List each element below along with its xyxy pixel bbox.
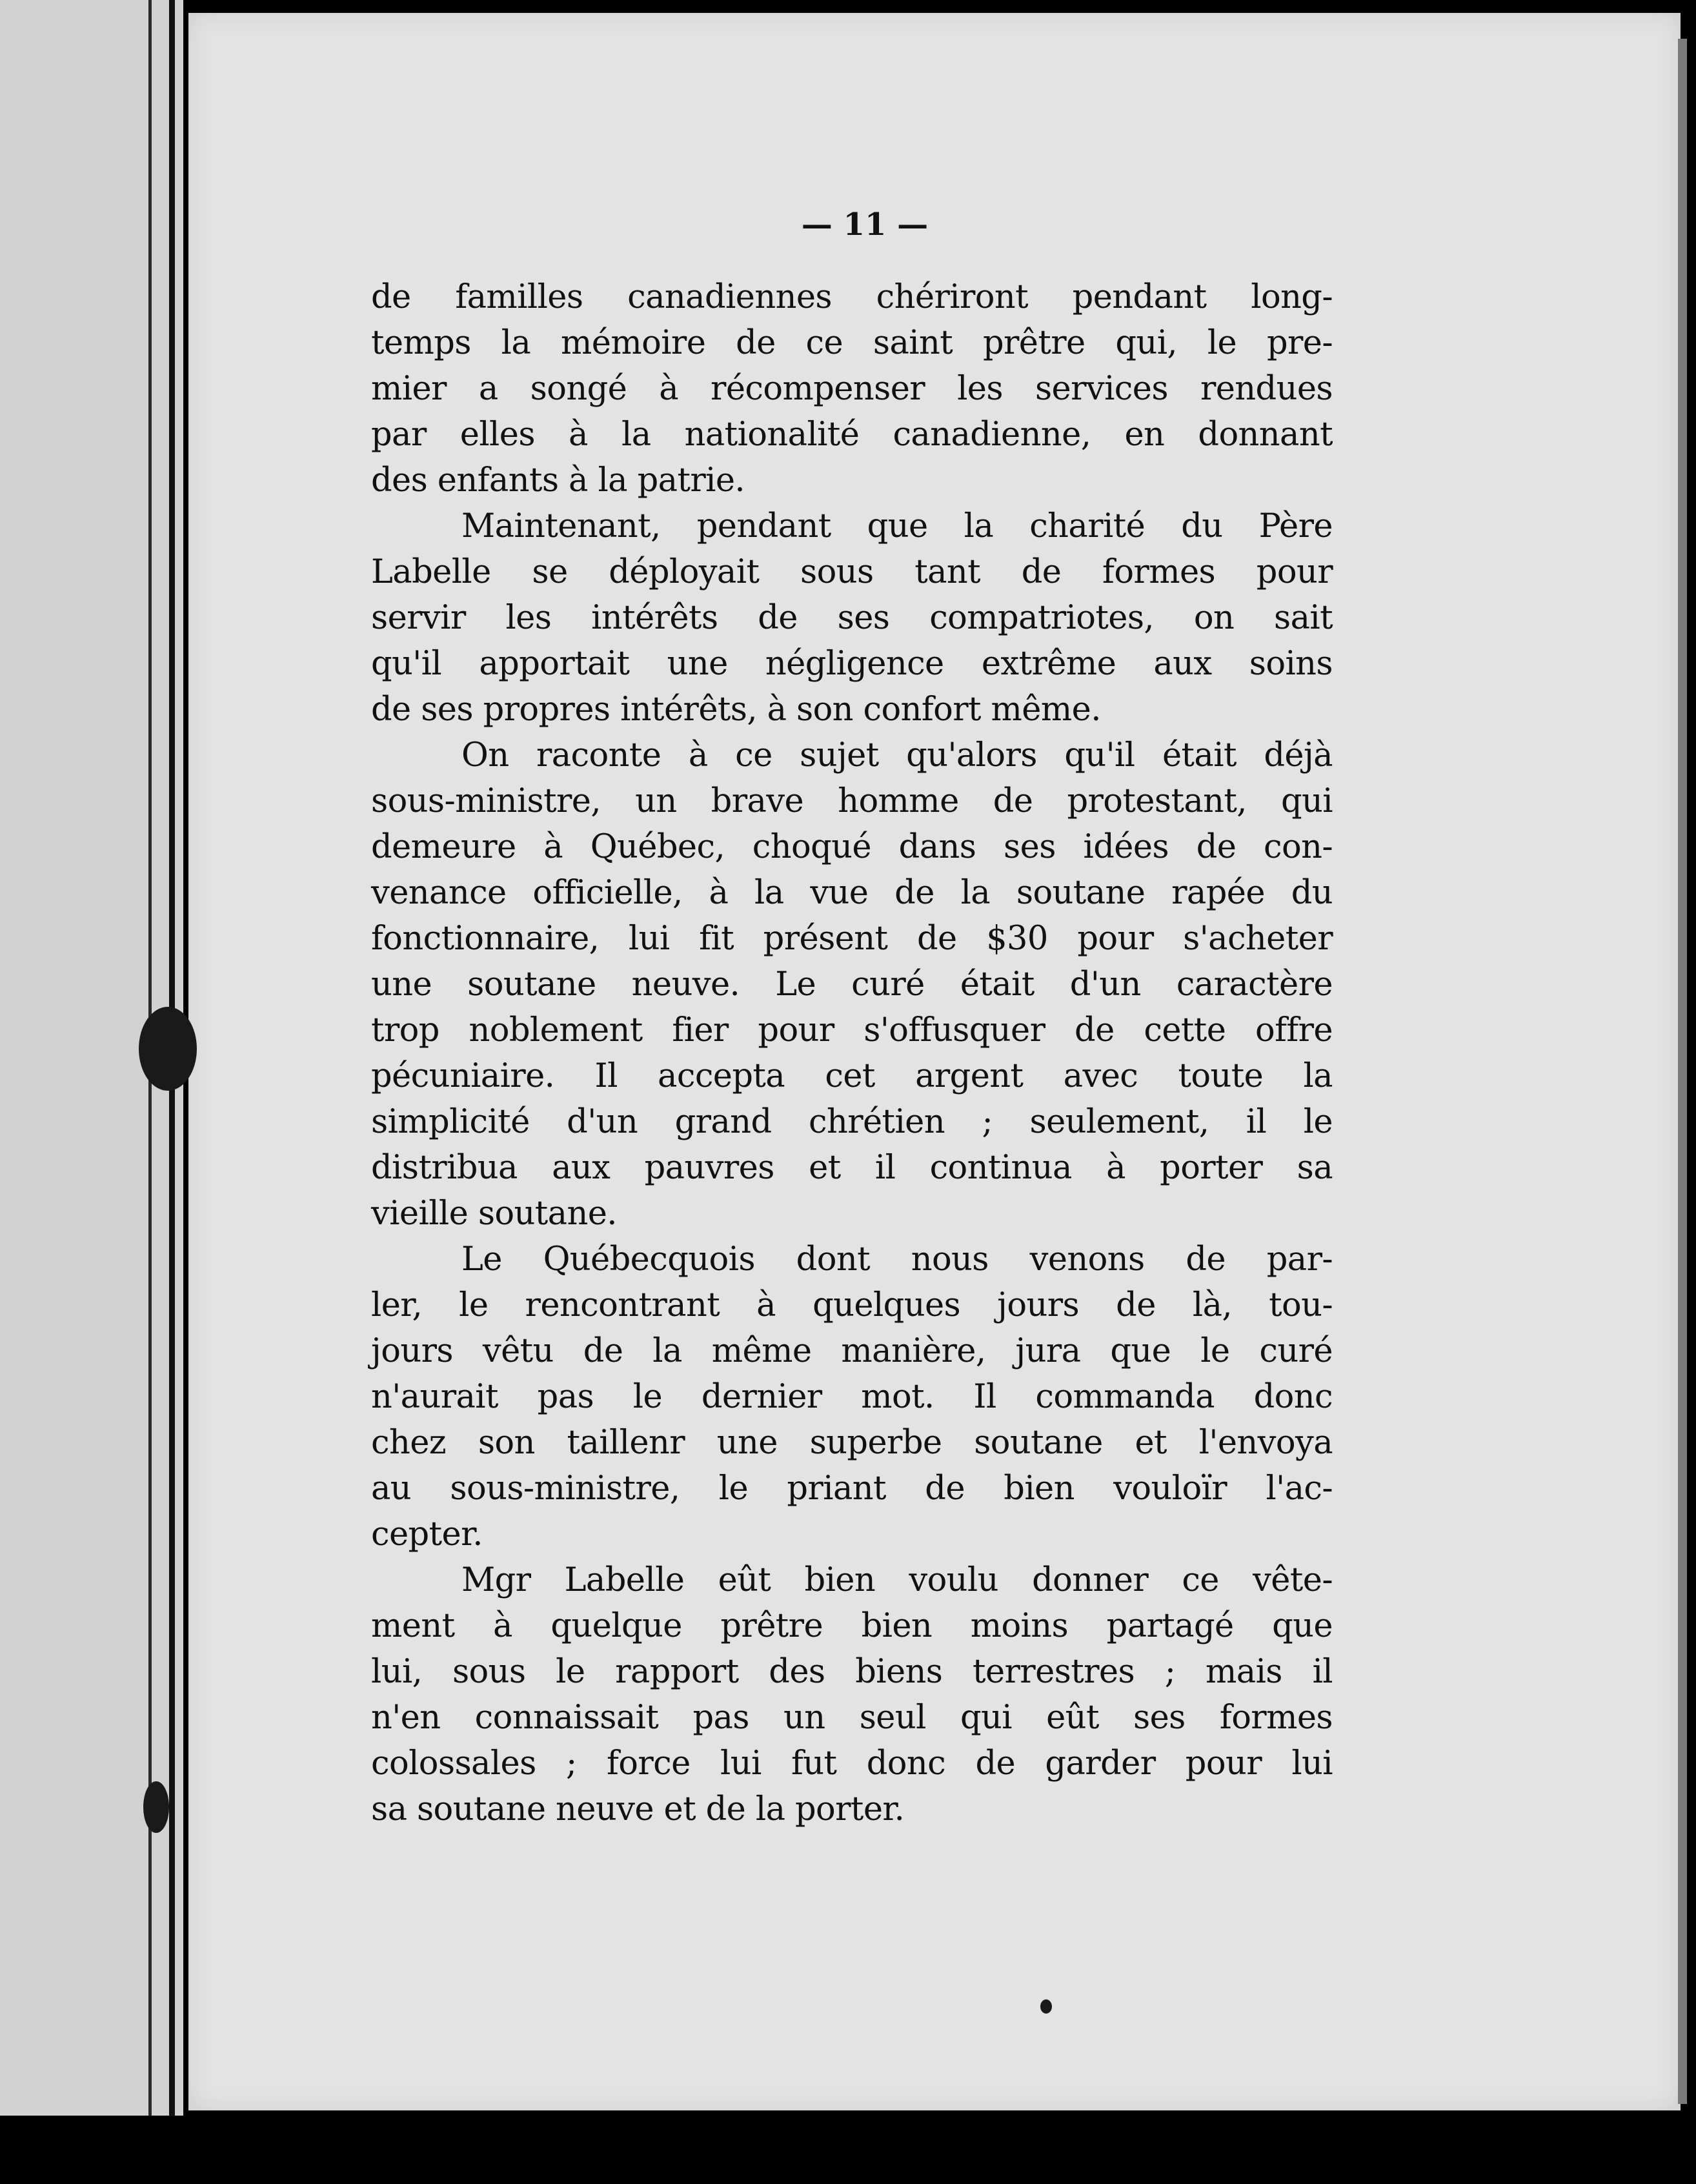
text-line: servir les intérêts de ses compatriotes, on sait: [371, 599, 1333, 637]
text-line: trop noblement fier pour s'offusquer de cette offre: [371, 1011, 1333, 1049]
text-line: simplicité d'un grand chrétien ; seulement, il le: [371, 1103, 1333, 1141]
text-line: Le Québecquois dont nous venons de par-: [461, 1240, 1333, 1279]
binding-line: [169, 0, 175, 2184]
scan-border: [0, 2116, 1696, 2184]
text-line: une soutane neuve. Le curé était d'un caractère: [371, 966, 1333, 1004]
binding-stain: [143, 1781, 169, 1833]
text-line: ment à quelque prêtre bien moins partagé que: [371, 1607, 1333, 1645]
text-line: demeure à Québec, choqué dans ses idées de con-: [371, 828, 1333, 866]
text-line: venance officielle, à la vue de la soutane rapée du: [371, 874, 1333, 912]
text-line: Maintenant, pendant que la charité du Père: [461, 507, 1333, 545]
text-line: sa soutane neuve et de la porter.: [371, 1790, 905, 1828]
binding-line-secondary: [148, 0, 152, 2184]
page-number: — 11 —: [801, 207, 929, 243]
left-page-fragment: [0, 0, 183, 2184]
text-line: Mgr Labelle eût bien voulu donner ce vête-: [461, 1561, 1333, 1599]
binding-stain: [139, 1007, 197, 1091]
text-line: cepter.: [371, 1515, 483, 1553]
text-line: distribua aux pauvres et il continua à porter sa: [371, 1149, 1333, 1187]
text-line: de ses propres intérêts, à son confort même.: [371, 691, 1101, 729]
text-line: On raconte à ce sujet qu'alors qu'il était déjà: [461, 736, 1333, 774]
text-line: jours vêtu de la même manière, jura que le curé: [371, 1332, 1333, 1370]
text-line: au sous-ministre, le priant de bien vouloïr l'ac-: [371, 1470, 1333, 1508]
text-line: de familles canadiennes chériront pendant long-: [371, 278, 1333, 316]
ink-speck: [1040, 1999, 1052, 2014]
text-line: vieille soutane.: [371, 1195, 617, 1233]
body-text: [371, 274, 1333, 1832]
text-line: mier a songé à récompenser les services rendues: [371, 370, 1333, 408]
text-line: Labelle se déployait sous tant de formes pour: [371, 553, 1333, 591]
text-line: qu'il apportait une négligence extrême aux soins: [371, 645, 1333, 683]
text-line: n'en connaissait pas un seul qui eût ses formes: [371, 1699, 1333, 1737]
text-line: pécuniaire. Il accepta cet argent avec toute la: [371, 1057, 1333, 1095]
text-line: par elles à la nationalité canadienne, en donnant: [371, 416, 1333, 454]
text-line: fonctionnaire, lui fit présent de $30 pour s'acheter: [371, 920, 1333, 958]
text-line: lui, sous le rapport des biens terrestres ; mais il: [371, 1653, 1333, 1691]
text-line: n'aurait pas le dernier mot. Il commanda donc: [371, 1378, 1333, 1416]
text-line: chez son taillenr une superbe soutane et l'envoya: [371, 1424, 1333, 1462]
page-edge: [1678, 39, 1687, 2104]
text-line: temps la mémoire de ce saint prêtre qui, le pre-: [371, 324, 1333, 362]
text-line: sous-ministre, un brave homme de protestant, qui: [371, 782, 1333, 820]
text-line: des enfants à la patrie.: [371, 461, 745, 500]
text-line: colossales ; force lui fut donc de garder pour lui: [371, 1744, 1333, 1783]
text-line: ler, le rencontrant à quelques jours de là, tou-: [371, 1286, 1333, 1324]
